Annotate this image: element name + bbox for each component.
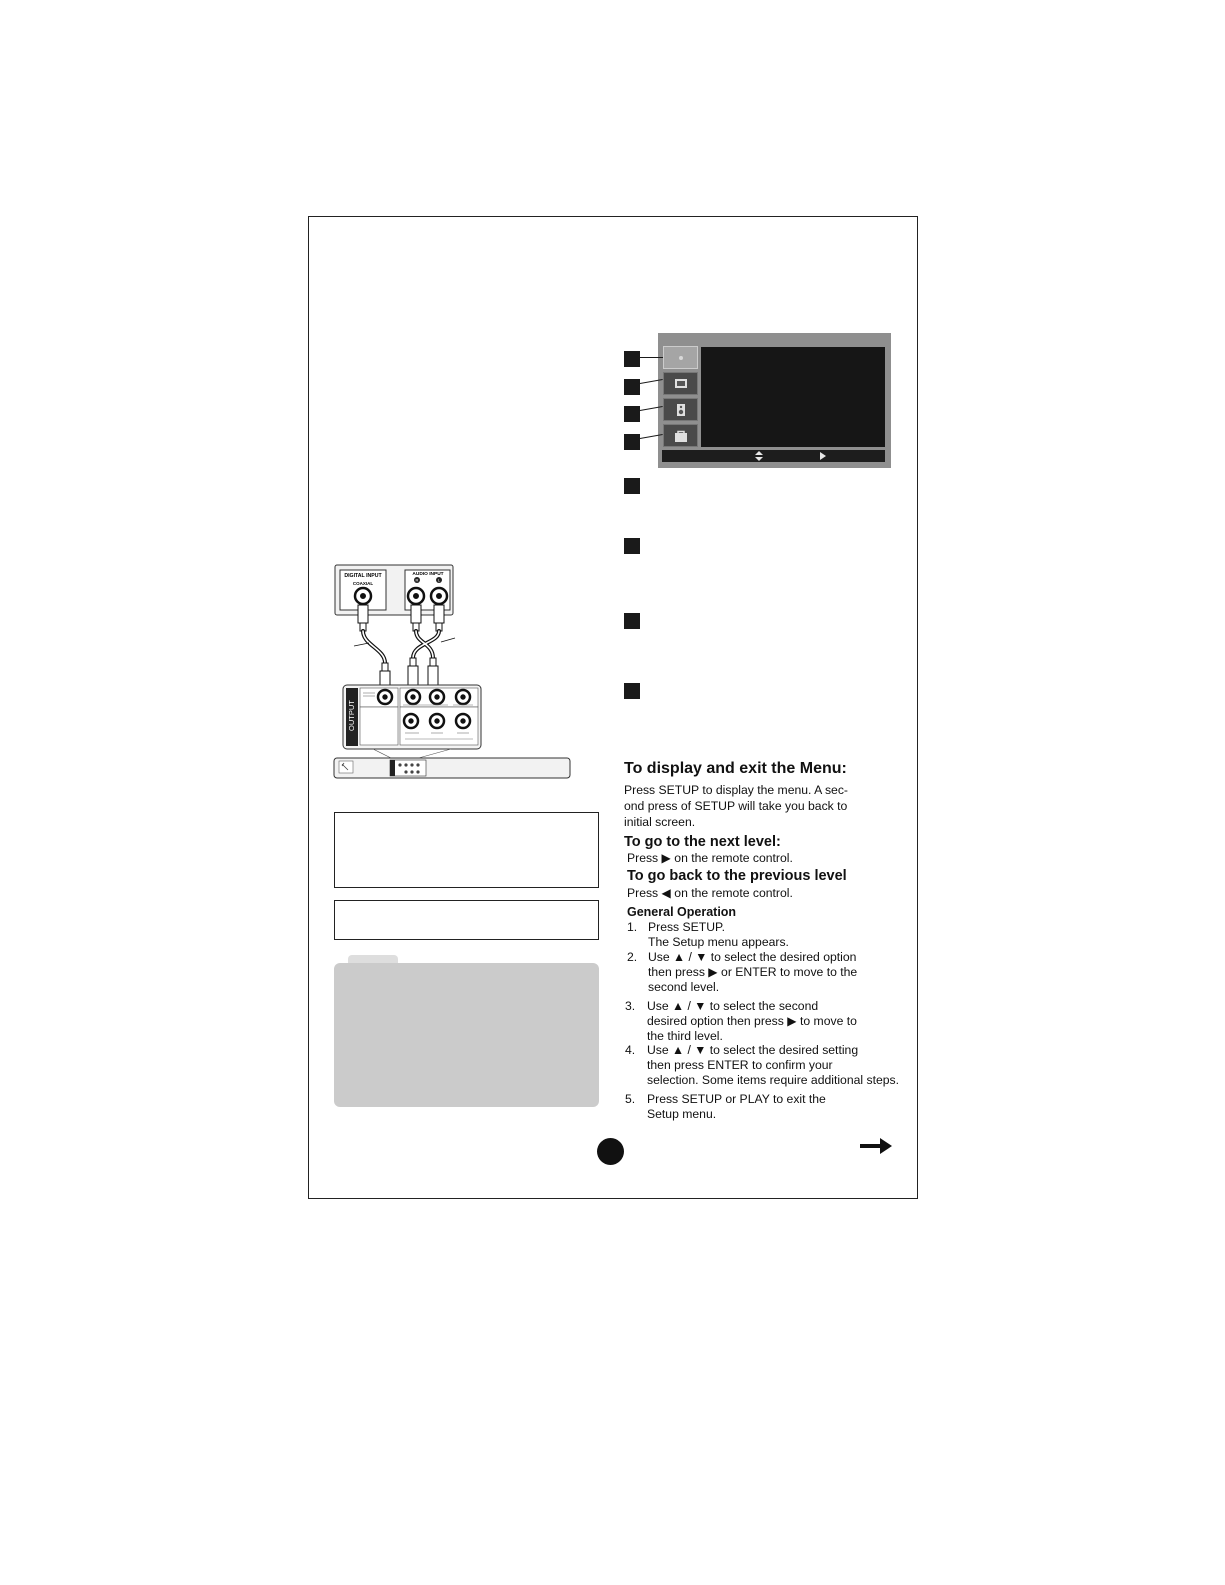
- step-1-number: 1.: [627, 920, 638, 934]
- empty-box-lower: [334, 900, 599, 940]
- section-marker-4: [624, 683, 640, 699]
- connection-diagram: [333, 563, 573, 795]
- step-2-line-2: then press ▶ or ENTER to move to the: [648, 965, 858, 979]
- step-4-line-1: Use ▲ / ▼ to select the desired setting: [647, 1043, 859, 1057]
- audio-l-label: L: [437, 577, 441, 583]
- section-marker-2: [624, 538, 640, 554]
- audio-icon: [663, 398, 698, 421]
- next-level-text: Press ▶ on the remote control.: [627, 851, 793, 865]
- step-4-number: 4.: [625, 1043, 636, 1057]
- lock-icon: [663, 424, 698, 447]
- marker-1: [624, 351, 640, 367]
- marker-2: [624, 379, 640, 395]
- page-number-dot: [597, 1138, 624, 1165]
- up-down-icon: [755, 451, 763, 461]
- audio-r-label: R: [415, 577, 419, 583]
- step-2-number: 2.: [627, 950, 638, 964]
- step-3-line-3: the third level.: [647, 1029, 723, 1043]
- step-3-line-2: desired option then press ▶ to move to: [647, 1014, 857, 1028]
- step-5-line-2: Setup menu.: [647, 1107, 717, 1121]
- display-exit-line-3: initial screen.: [624, 815, 696, 829]
- empty-box-upper: [334, 812, 599, 888]
- general-operation-heading: General Operation: [627, 905, 737, 919]
- display-exit-line-1: Press SETUP to display the menu. A sec-: [624, 783, 848, 797]
- display-exit-line-2: ond press of SETUP will take you back to: [624, 799, 848, 813]
- step-3-number: 3.: [625, 999, 636, 1013]
- setup-menu-bottom-bar: [662, 450, 885, 462]
- display-icon: [663, 372, 698, 395]
- step-1-line-1: Press SETUP.: [648, 920, 725, 934]
- next-level-heading: To go to the next level:: [624, 834, 781, 850]
- prev-level-text: Press ◀ on the remote control.: [627, 886, 793, 900]
- section-marker-3: [624, 613, 640, 629]
- leader-line-1: [640, 357, 663, 358]
- continue-arrow-icon: [860, 1137, 892, 1155]
- step-3-line-1: Use ▲ / ▼ to select the second: [647, 999, 819, 1013]
- step-2-line-3: second level.: [648, 980, 720, 994]
- step-5-number: 5.: [625, 1092, 636, 1106]
- coaxial-label: COAXIAL: [352, 581, 374, 586]
- step-1-line-2: The Setup menu appears.: [648, 935, 789, 949]
- section-marker-1: [624, 478, 640, 494]
- marker-4: [624, 434, 640, 450]
- note-panel: [334, 963, 599, 1107]
- step-4-line-2: then press ENTER to confirm your: [647, 1058, 833, 1072]
- digital-input-label: DIGITAL INPUT: [344, 573, 382, 579]
- step-5-line-1: Press SETUP or PLAY to exit the: [647, 1092, 826, 1106]
- display-exit-heading: To display and exit the Menu:: [624, 760, 847, 777]
- marker-3: [624, 406, 640, 422]
- setup-menu-content-area: [701, 347, 885, 447]
- output-label: OUTPUT: [347, 700, 356, 731]
- prev-level-heading: To go back to the previous level: [627, 868, 847, 884]
- right-arrow-icon: [820, 452, 826, 460]
- language-icon: [663, 346, 698, 369]
- step-2-line-1: Use ▲ / ▼ to select the desired option: [648, 950, 857, 964]
- audio-input-label: AUDIO INPUT: [412, 572, 444, 577]
- step-4-line-3: selection. Some items require additional steps.: [647, 1073, 900, 1087]
